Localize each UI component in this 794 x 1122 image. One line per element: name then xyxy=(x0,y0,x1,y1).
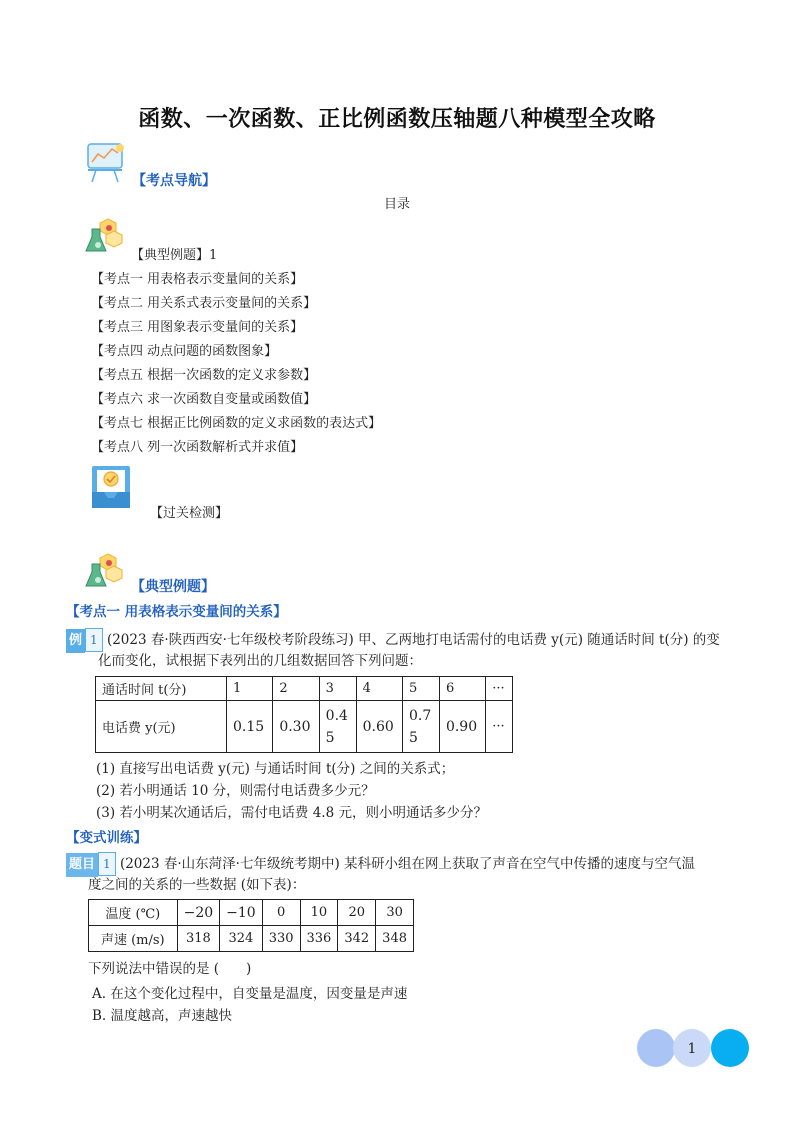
presentation-board-icon xyxy=(82,140,128,184)
toc-item[interactable]: 【考点四 动点问题的函数图象】 xyxy=(91,344,278,359)
table-cell: −10 xyxy=(220,900,263,926)
table-cell: 4 xyxy=(356,677,402,701)
toc-title: 目录 xyxy=(384,197,411,212)
table-cell: 20 xyxy=(338,900,376,926)
question-1: (1) 直接写出电话费 y(元) 与通话时间 t(分) 之间的关系式； xyxy=(96,761,455,777)
table-cell: 0.90 xyxy=(439,701,485,753)
page-dot-left xyxy=(637,1029,675,1067)
table-header-cell: 声速 (m/s) xyxy=(89,926,178,952)
table-cell: −20 xyxy=(177,900,220,926)
table-cell: 0.15 xyxy=(227,701,273,753)
page-title: 函数、一次函数、正比例函数压轴题八种模型全攻略 xyxy=(138,107,656,132)
example-number: 1 xyxy=(85,628,103,652)
table-cell: 0.30 xyxy=(273,701,319,753)
table-cell: 348 xyxy=(376,926,414,952)
variant-heading: 【变式训练】 xyxy=(66,830,147,846)
table-cell: 330 xyxy=(262,926,300,952)
page-number-badge xyxy=(634,1026,752,1070)
table-header-cell: 电话费 y(元) xyxy=(96,701,227,753)
problem-number: 1 xyxy=(98,852,116,876)
question-2: (2) 若小明通话 10 分，则需付电话费多少元？ xyxy=(96,783,375,799)
table-cell: 0 xyxy=(262,900,300,926)
question-3: (3) 若小明某次通话后，需付电话费 4.8 元，则小明通话多少分？ xyxy=(96,805,487,821)
table-cell: 3 xyxy=(319,677,356,701)
table-cell: 0.7 5 xyxy=(402,701,439,753)
example-text-line2: 化而变化，试根据下表列出的几组数据回答下列问题： xyxy=(98,653,422,669)
section-heading: 【典型例题】 xyxy=(131,579,215,595)
toc-item[interactable]: 【考点八 列一次函数解析式并求值】 xyxy=(91,440,304,455)
example-text-line1: (2023 春·陕西西安·七年级校考阶段练习) 甲、乙两地打电话需付的电话费 y(元) 随通话时间 t(分) 的变 xyxy=(106,632,720,648)
topic-heading: 【考点一 用表格表示变量间的关系】 xyxy=(66,604,287,620)
toc-item[interactable]: 【考点二 用关系式表示变量间的关系】 xyxy=(91,296,317,311)
table-cell: 30 xyxy=(376,900,414,926)
table-cell: 0.60 xyxy=(356,701,402,753)
problem-question: 下列说法中错误的是 ( ) xyxy=(88,961,252,977)
page-dot-right xyxy=(711,1029,749,1067)
typical-label: 【典型例题】1 xyxy=(131,248,218,263)
table-cell: 10 xyxy=(300,900,338,926)
table-cell: 6 xyxy=(439,677,485,701)
problem-badge: 题目 xyxy=(66,853,98,877)
table-header-cell: 温度 (℃) xyxy=(89,900,178,926)
problem-text-line2: 度之间的关系的一些数据 (如下表)： xyxy=(88,877,306,893)
table-cell: 342 xyxy=(338,926,376,952)
table-cell: 5 xyxy=(402,677,439,701)
page-number: 1 xyxy=(687,1041,697,1057)
table-cell: 324 xyxy=(220,926,263,952)
option-a[interactable]: A. 在这个变化过程中，自变量是温度，因变量是声速 xyxy=(92,986,408,1002)
sound-speed-table xyxy=(88,899,414,952)
table-cell: ··· xyxy=(486,677,513,701)
toc-item[interactable]: 【考点七 根据正比例函数的定义求函数的表达式】 xyxy=(91,416,382,431)
example-table xyxy=(95,676,513,753)
example-badge: 例 xyxy=(66,629,85,653)
toc-item[interactable]: 【考点六 求一次函数自变量或函数值】 xyxy=(91,392,317,407)
toc-item[interactable]: 【考点一 用表格表示变量间的关系】 xyxy=(91,272,304,287)
table-header-cell: 通话时间 t(分) xyxy=(96,677,227,701)
table-cell: 1 xyxy=(227,677,273,701)
toc-item[interactable]: 【考点三 用图象表示变量间的关系】 xyxy=(91,320,304,335)
table-cell: 318 xyxy=(177,926,220,952)
check-label[interactable]: 【过关检测】 xyxy=(150,506,229,521)
option-b[interactable]: B. 温度越高，声速越快 xyxy=(92,1008,233,1024)
problem-text-line1: (2023 春·山东菏泽·七年级统考期中) 某科研小组在网上获取了声音在空气中传播的速度与空气温 xyxy=(119,856,696,872)
table-cell: 336 xyxy=(300,926,338,952)
table-cell: 0.4 5 xyxy=(319,701,356,753)
nav-heading: 【考点导航】 xyxy=(132,173,216,189)
flask-icon xyxy=(84,550,124,592)
checklist-tray-icon xyxy=(88,462,134,512)
table-cell: 2 xyxy=(273,677,319,701)
table-cell: ··· xyxy=(486,701,513,753)
toc-item[interactable]: 【考点五 根据一次函数的定义求参数】 xyxy=(91,368,317,383)
flask-icon xyxy=(84,215,124,257)
